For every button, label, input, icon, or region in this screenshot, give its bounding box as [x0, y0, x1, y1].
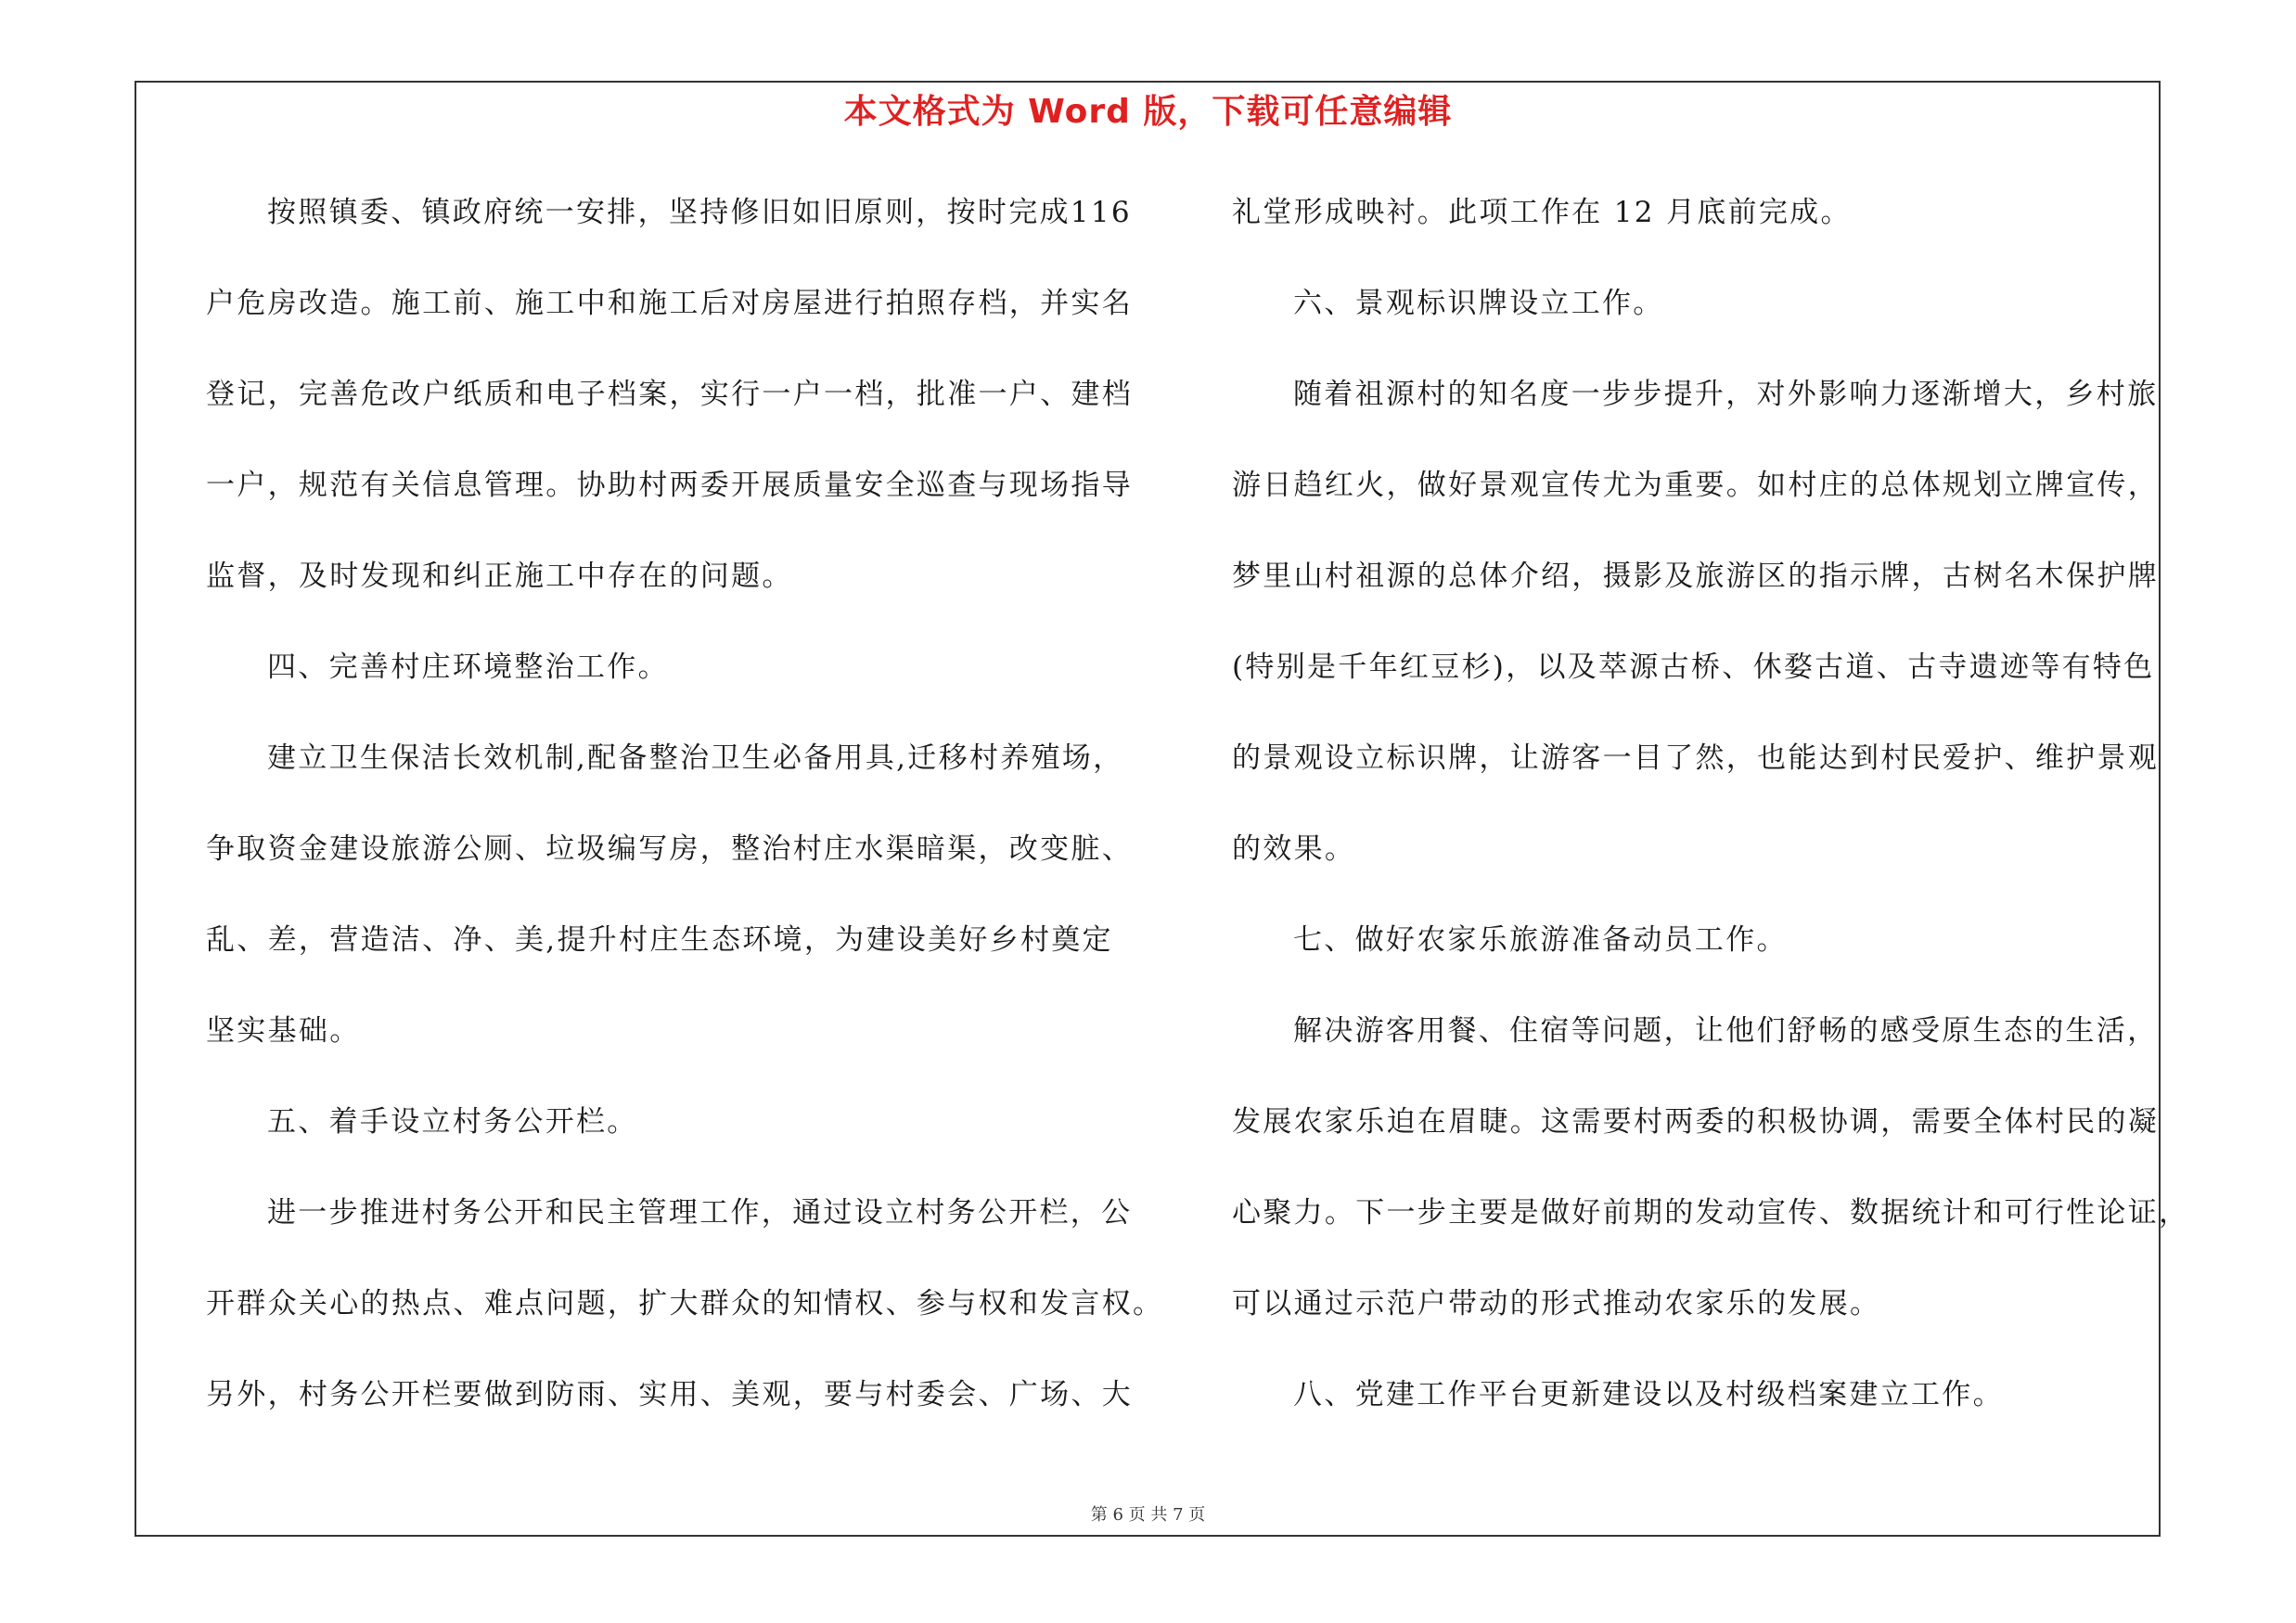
text-line: 登记，完善危改户纸质和电子档案，实行一户一档，批准一户、建档	[206, 378, 1133, 411]
text-line: 另外，村务公开栏要做到防雨、实用、美观，要与村委会、广场、大	[206, 1378, 1133, 1411]
text-line: 开群众关心的热点、难点问题，扩大群众的知情权、参与权和发言权。	[206, 1287, 1164, 1320]
text-line: 四、完善村庄环境整治工作。	[267, 650, 669, 684]
text-line: 心聚力。下一步主要是做好前期的发动宣传、数据统计和可行性论证，	[1232, 1196, 2190, 1230]
left-text-column	[206, 184, 1164, 1457]
text-line: 七、做好农家乐旅游准备动员工作。	[1293, 923, 1788, 957]
text-line: 户危房改造。施工前、施工中和施工后对房屋进行拍照存档，并实名	[206, 287, 1133, 320]
text-line: 进一步推进村务公开和民主管理工作，通过设立村务公开栏，公	[267, 1196, 1133, 1230]
text-line: 礼堂形成映衬。此项工作在 12 月底前完成。	[1232, 196, 1852, 229]
text-line: 建立卫生保洁长效机制,配备整治卫生必备用具,迁移村养殖场，	[267, 741, 1124, 775]
text-line: 的景观设立标识牌，让游客一目了然，也能达到村民爱护、维护景观	[1232, 741, 2159, 775]
page-number-footer: 第 6 页 共 7 页	[1090, 1505, 1206, 1525]
text-line: (特别是千年红豆杉)，以及萃源古桥、休婺古道、古寺遗迹等有特色	[1232, 650, 2155, 684]
text-line: 梦里山村祖源的总体介绍，摄影及旅游区的指示牌，古树名木保护牌	[1232, 560, 2159, 593]
text-line: 发展农家乐迫在眉睫。这需要村两委的积极协调，需要全体村民的凝	[1232, 1105, 2159, 1139]
text-line: 随着祖源村的知名度一步步提升，对外影响力逐渐增大，乡村旅	[1293, 378, 2159, 411]
text-line: 争取资金建设旅游公厕、垃圾编写房，整治村庄水渠暗渠，改变脏、	[206, 832, 1133, 866]
text-line: 乱、差，营造洁、净、美,提升村庄生态环境，为建设美好乡村奠定	[206, 923, 1113, 957]
text-line: 六、景观标识牌设立工作。	[1293, 287, 1664, 320]
text-line: 八、党建工作平台更新建设以及村级档案建立工作。	[1293, 1378, 2004, 1411]
text-line: 坚实基础。	[206, 1014, 361, 1048]
text-line: 按照镇委、镇政府统一安排，坚持修旧如旧原则，按时完成116	[267, 196, 1132, 229]
text-line: 解决游客用餐、住宿等问题，让他们舒畅的感受原生态的生活，	[1293, 1014, 2159, 1048]
format-banner: 本文格式为 Word 版，下载可任意编辑	[843, 93, 1453, 131]
text-line: 五、着手设立村务公开栏。	[267, 1105, 638, 1139]
text-line: 监督，及时发现和纠正施工中存在的问题。	[206, 560, 793, 593]
text-line: 一户，规范有关信息管理。协助村两委开展质量安全巡查与现场指导	[206, 469, 1133, 502]
right-text-column	[1232, 184, 2190, 1457]
text-line: 可以通过示范户带动的形式推动农家乐的发展。	[1232, 1287, 1881, 1320]
text-line: 的效果。	[1232, 832, 1356, 866]
text-line: 游日趋红火，做好景观宣传尤为重要。如村庄的总体规划立牌宣传，	[1232, 469, 2159, 502]
